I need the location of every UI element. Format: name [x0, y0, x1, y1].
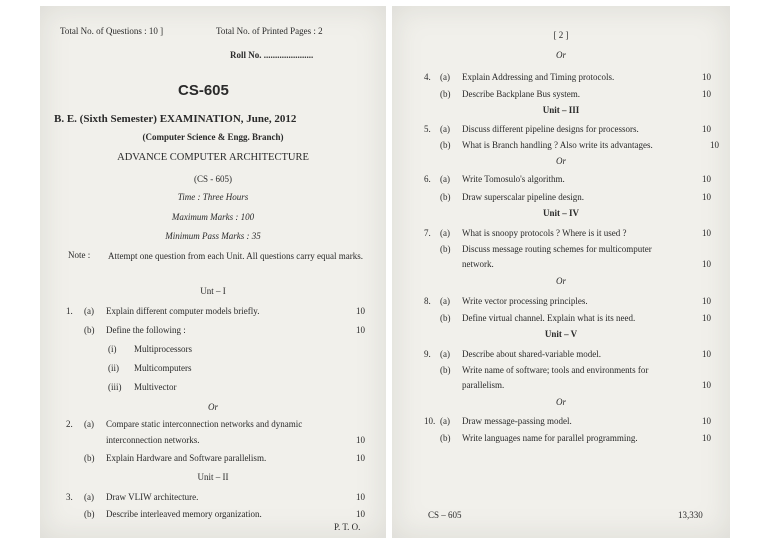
- footer-copy-count: 13,330: [678, 510, 703, 520]
- question-text: Write languages name for parallel programming.: [462, 433, 638, 443]
- sub-part-label: (ii): [108, 363, 119, 373]
- question-marks: 10: [702, 124, 711, 134]
- sub-part-label: (i): [108, 344, 117, 354]
- question-number: 1.: [66, 306, 73, 316]
- minimum-pass-marks: Minimum Pass Marks : 35: [165, 231, 261, 241]
- or-separator: Or: [555, 397, 566, 407]
- question-text: What is Branch handling ? Also write its advantages.: [462, 140, 653, 150]
- sub-part-text: Multivector: [134, 382, 177, 392]
- unit-4-heading: Unit – IV: [542, 208, 579, 218]
- question-text: Write vector processing principles.: [462, 296, 588, 306]
- question-text: Draw superscalar pipeline design.: [462, 192, 584, 202]
- question-marks: 10: [702, 192, 711, 202]
- footer-paper-code: CS – 605: [428, 510, 462, 520]
- question-number: 10.: [424, 416, 436, 426]
- question-marks: 10: [356, 509, 365, 519]
- part-label: (b): [440, 140, 451, 150]
- question-text: Compare static interconnection networks and dynamic: [106, 419, 303, 429]
- part-label: (b): [440, 244, 451, 254]
- total-questions: Total No. of Questions : 10 ]: [60, 26, 164, 36]
- sub-part-text: Multiprocessors: [134, 344, 192, 354]
- question-text: Explain different computer models briefly.: [106, 306, 260, 316]
- subject-code: (CS - 605): [194, 174, 232, 184]
- sub-part-label: (iii): [108, 382, 122, 392]
- question-number: 4.: [424, 72, 431, 82]
- question-marks: 10: [702, 296, 711, 306]
- question-text: Explain Hardware and Software parallelism.: [106, 453, 267, 463]
- part-label: (a): [440, 228, 450, 238]
- question-text: interconnection networks.: [106, 435, 200, 445]
- question-marks: 10: [702, 433, 711, 443]
- question-text: Define virtual channel. Explain what is its need.: [462, 313, 636, 323]
- question-marks: 10: [356, 453, 365, 463]
- unit-5-heading: Unit – V: [544, 329, 578, 339]
- part-label: (a): [440, 124, 450, 134]
- question-number: 6.: [424, 174, 431, 184]
- question-marks: 10: [710, 140, 719, 150]
- question-marks: 10: [702, 228, 711, 238]
- unit-2-heading: Unit – II: [197, 472, 229, 482]
- sub-part-text: Multicomputers: [134, 363, 192, 373]
- question-number: 7.: [424, 228, 431, 238]
- question-number: 8.: [424, 296, 431, 306]
- question-text: Define the following :: [106, 325, 186, 335]
- question-text: Write Tomosulo's algorithm.: [462, 174, 565, 184]
- part-label: (b): [440, 313, 451, 323]
- question-marks: 10: [702, 259, 711, 269]
- question-text: Describe interleaved memory organization.: [106, 509, 262, 519]
- or-separator: Or: [555, 50, 566, 60]
- branch: (Computer Science & Engg. Branch): [142, 132, 284, 142]
- unit-1-heading: Unt – I: [200, 286, 226, 296]
- question-marks: 10: [356, 325, 365, 335]
- question-marks: 10: [702, 349, 711, 359]
- question-text: network.: [462, 259, 494, 269]
- question-marks: 10: [702, 174, 711, 184]
- part-label: (b): [440, 433, 451, 443]
- page-number: [ 2 ]: [553, 30, 569, 40]
- part-label: (b): [84, 509, 95, 519]
- part-label: (a): [440, 296, 450, 306]
- unit-3-heading: Unit – III: [542, 105, 580, 115]
- question-marks: 10: [356, 306, 365, 316]
- subject-title: ADVANCE COMPUTER ARCHITECTURE: [117, 152, 309, 163]
- question-text: What is snoopy protocols ? Where is it used ?: [462, 228, 627, 238]
- question-marks: 10: [702, 89, 711, 99]
- part-label: (b): [84, 325, 95, 335]
- part-label: (b): [84, 453, 95, 463]
- or-separator: Or: [555, 156, 566, 166]
- question-marks: 10: [702, 380, 711, 390]
- please-turn-over: P. T. O.: [334, 522, 361, 532]
- question-text: Draw VLIW architecture.: [106, 492, 199, 502]
- question-text: Discuss different pipeline designs for processors.: [462, 124, 639, 134]
- maximum-marks: Maximum Marks : 100: [171, 212, 255, 222]
- exam-time: Time : Three Hours: [177, 192, 249, 202]
- question-number: 3.: [66, 492, 73, 502]
- roll-number: Roll No. ......................: [230, 50, 314, 60]
- question-text: Write name of software; tools and environments for: [462, 365, 649, 375]
- or-separator: Or: [555, 276, 566, 286]
- note-text: Attempt one question from each Unit. All questions carry equal marks.: [108, 251, 363, 261]
- question-number: 2.: [66, 419, 73, 429]
- part-label: (a): [84, 419, 94, 429]
- question-number: 5.: [424, 124, 431, 134]
- question-text: Explain Addressing and Timing protocols.: [462, 72, 615, 82]
- exam-page-2: [392, 6, 730, 538]
- or-separator: Or: [207, 402, 218, 412]
- question-marks: 10: [356, 435, 365, 445]
- question-marks: 10: [702, 72, 711, 82]
- part-label: (a): [84, 306, 94, 316]
- question-text: Draw message-passing model.: [462, 416, 572, 426]
- exam-title: B. E. (Sixth Semester) EXAMINATION, June, 2012: [54, 113, 297, 125]
- question-text: parallelism.: [462, 380, 505, 390]
- question-text: Describe Backplane Bus system.: [462, 89, 580, 99]
- question-marks: 10: [702, 416, 711, 426]
- question-marks: 10: [702, 313, 711, 323]
- part-label: (a): [440, 416, 450, 426]
- note-label: Note :: [68, 250, 91, 260]
- part-label: (a): [84, 492, 94, 502]
- exam-page-1: [40, 6, 386, 538]
- part-label: (a): [440, 72, 450, 82]
- question-marks: 10: [356, 492, 365, 502]
- part-label: (a): [440, 349, 450, 359]
- question-text: Discuss message routing schemes for multicomputer: [462, 244, 652, 254]
- paper-code: CS-605: [178, 82, 229, 99]
- part-label: (b): [440, 89, 451, 99]
- part-label: (b): [440, 365, 451, 375]
- question-number: 9.: [424, 349, 431, 359]
- question-text: Describe about shared-variable model.: [462, 349, 601, 359]
- total-printed-pages: Total No. of Printed Pages : 2: [216, 26, 323, 36]
- part-label: (a): [440, 174, 450, 184]
- part-label: (b): [440, 192, 451, 202]
